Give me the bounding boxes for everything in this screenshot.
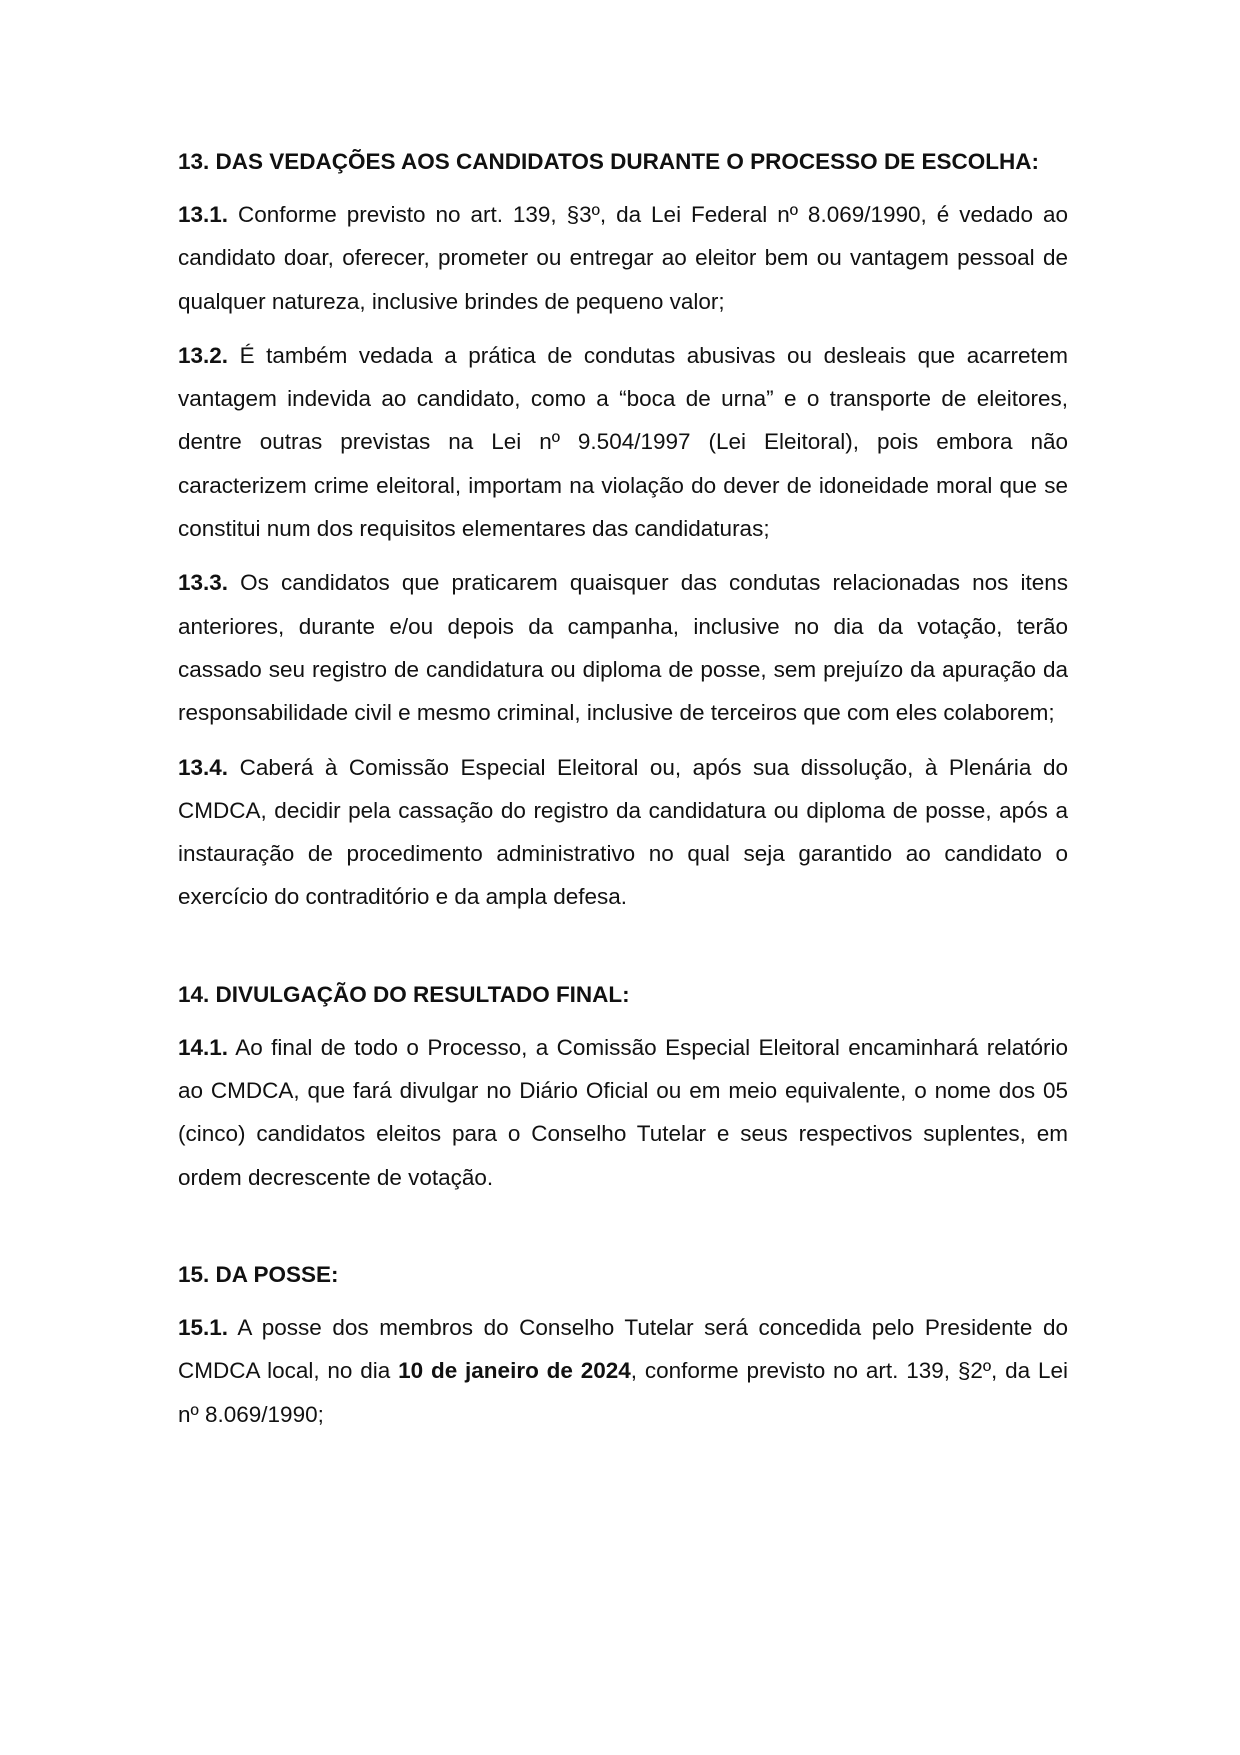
clause-number: 15.1. xyxy=(178,1314,229,1340)
section-heading: 15. DA POSSE: xyxy=(178,1261,339,1287)
clause-number: 13.3. xyxy=(178,570,229,596)
clause-15-1 xyxy=(178,1306,1068,1436)
clause-text: É também vedada a prática de condutas abusivas ou desleais que acarretem vantagem indevida ao candidato, como a “boca de urna” e o transporte de eleitores, dentre outras previstas na Lei nº 9.504/1997 (Lei Eleitoral), pois embora não caracterizem crime eleitoral, importam na violação do dever de idoneidade moral que se constitui num dos requisitos elementares das candidaturas; xyxy=(178,342,1068,542)
document-page xyxy=(178,140,1068,1447)
section-heading: 14. DIVULGAÇÃO DO RESULTADO FINAL: xyxy=(178,981,630,1007)
clause-13-1 xyxy=(178,193,1068,323)
clause-number: 13.4. xyxy=(178,754,229,780)
clause-text: Os candidatos que praticarem quaisquer das condutas relacionadas nos itens anteriores, durante e/ou depois da campanha, inclusive no dia da votação, terão cassado seu registro de candidatura ou diploma de posse, sem prejuízo da apuração da responsabilidade civil e mesmo criminal, inclusive de terceiros que com eles colaborem; xyxy=(178,570,1068,726)
section-heading: 13. DAS VEDAÇÕES AOS CANDIDATOS DURANTE O PROCESSO DE ESCOLHA: xyxy=(178,149,1039,174)
clause-14-1 xyxy=(178,1026,1068,1199)
section-15 xyxy=(178,1253,1068,1436)
clause-13-3 xyxy=(178,561,1068,734)
section-14 xyxy=(178,973,1068,1199)
clause-text: Ao final de todo o Processo, a Comissão Especial Eleitoral encaminhará relatório ao CMDCA, que fará divulgar no Diário Oficial ou em meio equivalente, o nome dos 05 (cinco) candidatos eleitos para o Conselho Tutelar e seus respectivos suplentes, em ordem decrescente de votação. xyxy=(178,1034,1068,1190)
section-spacer xyxy=(178,930,1068,973)
clause-text: , conforme previsto no art. 139, §2º, da Lei nº 8.069/1990; xyxy=(178,1358,1068,1427)
clause-number: 13.1. xyxy=(178,202,229,227)
section-13 xyxy=(178,140,1068,919)
clause-number: 13.2. xyxy=(178,342,229,368)
clause-text: A posse dos membros do Conselho Tutelar será concedida pelo Presidente do CMDCA local, no dia xyxy=(178,1314,1068,1384)
clause-text: Caberá à Comissão Especial Eleitoral ou, após sua dissolução, à Plenária do CMDCA, decidir pela cassação do registro da candidatura ou diploma de posse, após a instauração de procedimento administrativo no qual seja garantido ao candidato o exercício do contraditório e da ampla defesa. xyxy=(178,754,1068,910)
clause-13-2 xyxy=(178,334,1068,550)
clause-number: 14.1. xyxy=(178,1034,229,1060)
section-spacer xyxy=(178,1210,1068,1253)
clause-13-4 xyxy=(178,746,1068,919)
posse-date: 10 de janeiro de 2024 xyxy=(398,1358,631,1384)
clause-text: Conforme previsto no art. 139, §3º, da Lei Federal nº 8.069/1990, é vedado ao candidato doar, oferecer, prometer ou entregar ao eleitor bem ou vantagem pessoal de qualquer natureza, inclusive brindes de pequeno valor; xyxy=(178,202,1068,314)
